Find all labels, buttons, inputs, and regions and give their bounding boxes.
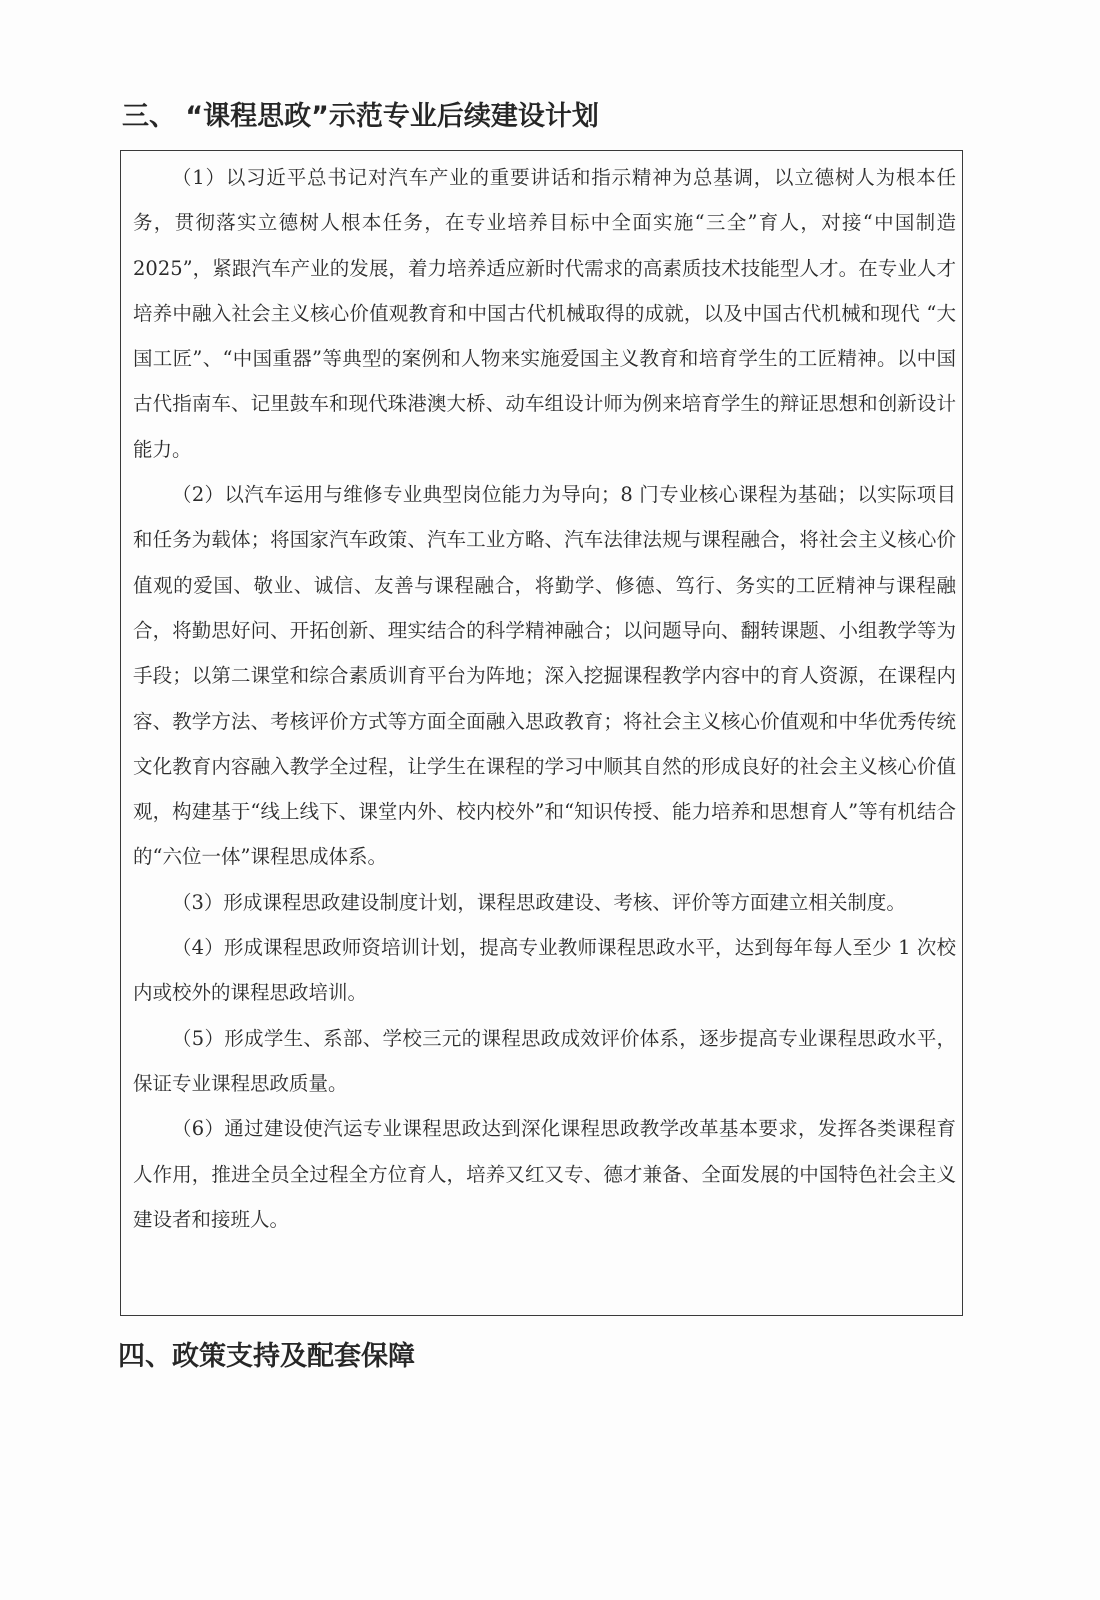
plan-paragraphs [133, 155, 956, 1242]
paragraph-5: （5）形成学生、系部、学校三元的课程思政成效评价体系，逐步提高专业课程思政水平，保证专业课程思政质量。 [133, 1026, 956, 1095]
paragraph-2: （2）以汽车运用与维修专业典型岗位能力为导向；8 门专业核心课程为基础；以实际项目和任务为载体；将国家汽车政策、汽车工业方略、汽车法律法规与课程融合，将社会主义核心价值观的爱国、敬业、诚信、友善与课程融合，将勤学、修德、笃行、务实的工匠精神与课程融合，将勤思好问、开拓创新、理实结合的科学精神融合；以问题导向、翻转课题、小组教学等为手段；以第二课堂和综合素质训育平台为阵地；深入挖掘课程教学内容中的育人资源，在课程内容、教学方法、考核评价方式等方面全面融入思政教育；将社会主义核心价值观和中华优秀传统文化教育内容融入教学全过程，让学生在课程的学习中顺其自然的形成良好的社会主义核心价值观，构建基于“线上线下、课堂内外、校内校外”和“知识传授、能力培养和思想育人”等有机结合的“六位一体”课程思成体系。 [133, 483, 956, 869]
paragraph-3: （3）形成课程思政建设制度计划，课程思政建设、考核、评价等方面建立相关制度。 [172, 890, 906, 914]
paragraph-4: （4）形成课程思政师资培训计划，提高专业教师课程思政水平，达到每年每人至少 1 次校内或校外的课程思政培训。 [133, 936, 956, 1005]
section-3-heading: 三、 “课程思政”示范专业后续建设计划 [122, 101, 599, 132]
paragraph-6: （6）通过建设使汽运专业课程思政达到深化课程思政教学改革基本要求，发挥各类课程育人作用，推进全员全过程全方位育人，培养又红又专、德才兼备、全面发展的中国特色社会主义建设者和接班人。 [133, 1117, 956, 1231]
section-4-heading: 四、政策支持及配套保障 [118, 1341, 415, 1372]
paragraph-1: （1）以习近平总书记对汽车产业的重要讲话和指示精神为总基调，以立德树人为根本任务，贯彻落实立德树人根本任务，在专业培养目标中全面实施“三全”育人，对接“中国制造 2025”，紧跟汽车产业的发展，着力培养适应新时代需求的高素质技术技能型人才。在专业人才培养中融入社会主义核心价值观教育和中国古代机械取得的成就，以及中国古代机械和现代 “大国工匠”、“中国重器”等典型的案例和人物来实施爱国主义教育和培育学生的工匠精神。以中国古代指南车、记里鼓车和现代珠港澳大桥、动车组设计师为例来培育学生的辩证思想和创新设计能力。 [133, 166, 956, 461]
